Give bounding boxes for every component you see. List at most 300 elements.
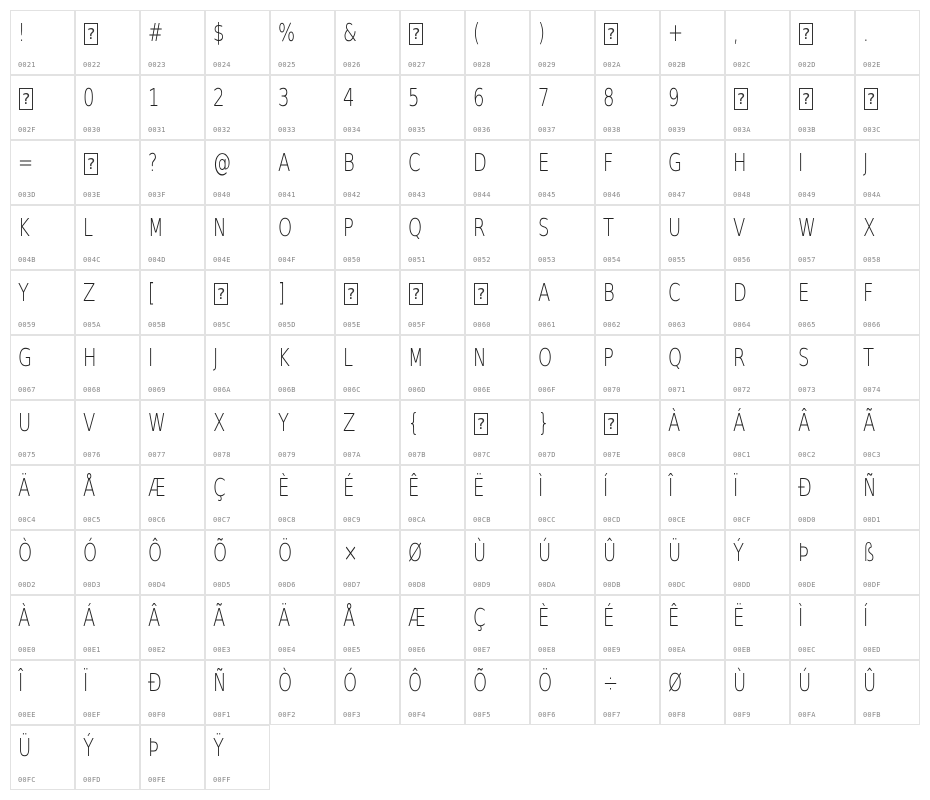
glyph-char: Æ bbox=[148, 473, 166, 502]
glyph-code: 00E7 bbox=[473, 646, 491, 654]
glyph-code: 00F7 bbox=[603, 711, 621, 719]
glyph-char: É bbox=[603, 603, 615, 632]
glyph-char: × bbox=[343, 538, 359, 567]
glyph-char: Ø bbox=[668, 668, 683, 697]
glyph-cell bbox=[725, 465, 790, 530]
glyph-char: E bbox=[538, 148, 550, 177]
glyph-code: 00C1 bbox=[733, 451, 751, 459]
glyph-code: 005E bbox=[343, 321, 361, 329]
glyph-char: Î bbox=[668, 473, 674, 502]
glyph-char: I bbox=[148, 343, 154, 372]
glyph-char: . bbox=[863, 18, 869, 47]
glyph-cell bbox=[595, 10, 660, 75]
glyph-char: Ë bbox=[733, 603, 745, 632]
glyph-cell bbox=[595, 140, 660, 205]
glyph-cell bbox=[855, 10, 920, 75]
missing-glyph-box: ? bbox=[474, 283, 488, 305]
glyph-char: } bbox=[538, 408, 550, 437]
glyph-cell bbox=[790, 205, 855, 270]
glyph-cell bbox=[790, 270, 855, 335]
glyph-code: 00FD bbox=[83, 776, 101, 784]
glyph-cell bbox=[660, 660, 725, 725]
glyph-cell bbox=[75, 530, 140, 595]
glyph-cell bbox=[465, 205, 530, 270]
glyph-cell bbox=[660, 140, 725, 205]
glyph-code: 0031 bbox=[148, 126, 166, 134]
glyph-char: Í bbox=[863, 603, 869, 632]
glyph-cell bbox=[595, 205, 660, 270]
glyph-code: 0074 bbox=[863, 386, 881, 394]
glyph-code: 0029 bbox=[538, 61, 556, 69]
glyph-code: 00F9 bbox=[733, 711, 751, 719]
glyph-code: 00E1 bbox=[83, 646, 101, 654]
glyph-char: Ü bbox=[668, 538, 682, 567]
glyph-code: 005A bbox=[83, 321, 101, 329]
glyph-cell bbox=[400, 140, 465, 205]
glyph-char: U bbox=[18, 408, 32, 437]
glyph-code: 0038 bbox=[603, 126, 621, 134]
glyph-char: Ç bbox=[473, 603, 486, 632]
glyph-cell bbox=[400, 75, 465, 140]
glyph-char: T bbox=[863, 343, 875, 372]
glyph-code: 006D bbox=[408, 386, 426, 394]
glyph-cell bbox=[660, 465, 725, 530]
glyph-char: Ô bbox=[408, 668, 423, 697]
glyph-char: ] bbox=[278, 278, 286, 307]
glyph-code: 00F0 bbox=[148, 711, 166, 719]
glyph-code: 005D bbox=[278, 321, 296, 329]
glyph-char: Þ bbox=[148, 733, 159, 762]
glyph-code: 0046 bbox=[603, 191, 621, 199]
glyph-char: { bbox=[408, 408, 420, 437]
glyph-code: 00D8 bbox=[408, 581, 426, 589]
missing-glyph-box: ? bbox=[409, 23, 423, 45]
glyph-char: È bbox=[278, 473, 290, 502]
glyph-char: Ÿ bbox=[213, 733, 225, 762]
glyph-code: 00FC bbox=[18, 776, 36, 784]
glyph-cell bbox=[75, 595, 140, 660]
glyph-char: Ë bbox=[473, 473, 485, 502]
glyph-cell bbox=[855, 270, 920, 335]
glyph-char: Ã bbox=[213, 603, 226, 632]
glyph-code: 00E0 bbox=[18, 646, 36, 654]
glyph-cell bbox=[725, 10, 790, 75]
glyph-code: 00D7 bbox=[343, 581, 361, 589]
glyph-char: Õ bbox=[213, 538, 228, 567]
glyph-code: 003D bbox=[18, 191, 36, 199]
glyph-cell bbox=[790, 335, 855, 400]
glyph-cell bbox=[725, 270, 790, 335]
glyph-char: Ï bbox=[83, 668, 89, 697]
glyph-code: 0034 bbox=[343, 126, 361, 134]
glyph-code: 00EE bbox=[18, 711, 36, 719]
glyph-code: 007E bbox=[603, 451, 621, 459]
glyph-code: 003E bbox=[83, 191, 101, 199]
glyph-cell bbox=[595, 595, 660, 660]
glyph-code: 00DD bbox=[733, 581, 751, 589]
glyph-cell bbox=[725, 335, 790, 400]
glyph-code: 00C8 bbox=[278, 516, 296, 524]
glyph-cell bbox=[140, 205, 205, 270]
glyph-code: 00C7 bbox=[213, 516, 231, 524]
missing-glyph-box: ? bbox=[214, 283, 228, 305]
glyph-char: À bbox=[668, 408, 681, 437]
glyph-code: 0058 bbox=[863, 256, 881, 264]
glyph-code: 006F bbox=[538, 386, 556, 394]
glyph-code: 007B bbox=[408, 451, 426, 459]
glyph-char: Â bbox=[148, 603, 161, 632]
missing-glyph-box: ? bbox=[604, 23, 618, 45]
glyph-cell bbox=[205, 205, 270, 270]
glyph-cell bbox=[660, 595, 725, 660]
glyph-cell bbox=[10, 595, 75, 660]
glyph-code: 00F1 bbox=[213, 711, 231, 719]
glyph-code: 00CD bbox=[603, 516, 621, 524]
glyph-cell bbox=[140, 595, 205, 660]
glyph-code: 0050 bbox=[343, 256, 361, 264]
glyph-cell bbox=[790, 530, 855, 595]
glyph-char: Á bbox=[733, 408, 746, 437]
glyph-char: 2 bbox=[213, 83, 225, 112]
glyph-char: E bbox=[798, 278, 810, 307]
glyph-cell bbox=[660, 10, 725, 75]
glyph-cell bbox=[75, 270, 140, 335]
glyph-code: 00D2 bbox=[18, 581, 36, 589]
missing-glyph-box: ? bbox=[734, 88, 748, 110]
glyph-cell bbox=[530, 10, 595, 75]
glyph-char: B bbox=[343, 148, 355, 177]
glyph-code: 006B bbox=[278, 386, 296, 394]
glyph-code: 0030 bbox=[83, 126, 101, 134]
glyph-cell bbox=[790, 400, 855, 465]
glyph-cell bbox=[335, 400, 400, 465]
glyph-code: 0039 bbox=[668, 126, 686, 134]
glyph-code: 006A bbox=[213, 386, 231, 394]
glyph-cell bbox=[725, 400, 790, 465]
glyph-code: 0078 bbox=[213, 451, 231, 459]
glyph-char: Ì bbox=[538, 473, 544, 502]
glyph-code: 00C3 bbox=[863, 451, 881, 459]
glyph-cell bbox=[465, 10, 530, 75]
glyph-code: 0035 bbox=[408, 126, 426, 134]
glyph-cell bbox=[530, 270, 595, 335]
glyph-char: Î bbox=[18, 668, 24, 697]
glyph-code: 0037 bbox=[538, 126, 556, 134]
glyph-code: 0026 bbox=[343, 61, 361, 69]
glyph-cell bbox=[855, 595, 920, 660]
glyph-cell bbox=[205, 140, 270, 205]
glyph-char: 1 bbox=[148, 83, 160, 112]
glyph-char: , bbox=[733, 18, 739, 47]
glyph-cell bbox=[75, 335, 140, 400]
glyph-cell bbox=[530, 465, 595, 530]
glyph-cell bbox=[10, 335, 75, 400]
glyph-char: Û bbox=[863, 668, 877, 697]
glyph-char: T bbox=[603, 213, 615, 242]
glyph-code: 00F6 bbox=[538, 711, 556, 719]
glyph-cell bbox=[855, 140, 920, 205]
glyph-cell bbox=[335, 140, 400, 205]
glyph-char: Ò bbox=[18, 538, 33, 567]
glyph-char: L bbox=[83, 213, 94, 242]
glyph-char: Í bbox=[603, 473, 609, 502]
missing-glyph-box: ? bbox=[19, 88, 33, 110]
missing-glyph-box: ? bbox=[84, 23, 98, 45]
missing-glyph-box: ? bbox=[84, 153, 98, 175]
glyph-cell bbox=[855, 400, 920, 465]
glyph-char: Ý bbox=[733, 538, 745, 567]
glyph-cell bbox=[10, 140, 75, 205]
glyph-cell bbox=[270, 335, 335, 400]
glyph-code: 007A bbox=[343, 451, 361, 459]
glyph-cell bbox=[465, 465, 530, 530]
glyph-code: 004B bbox=[18, 256, 36, 264]
glyph-char: Ó bbox=[343, 668, 358, 697]
glyph-code: 0068 bbox=[83, 386, 101, 394]
glyph-cell bbox=[595, 75, 660, 140]
glyph-code: 004C bbox=[83, 256, 101, 264]
glyph-char: Ø bbox=[408, 538, 423, 567]
glyph-char: M bbox=[148, 213, 164, 242]
glyph-code: 00FF bbox=[213, 776, 231, 784]
glyph-cell bbox=[530, 660, 595, 725]
glyph-code: 00F5 bbox=[473, 711, 491, 719]
glyph-char: Ñ bbox=[863, 473, 877, 502]
glyph-cell bbox=[725, 595, 790, 660]
glyph-code: 00F2 bbox=[278, 711, 296, 719]
glyph-cell bbox=[335, 10, 400, 75]
glyph-char: X bbox=[863, 213, 876, 242]
glyph-char: P bbox=[603, 343, 614, 372]
glyph-code: 0064 bbox=[733, 321, 751, 329]
glyph-char: A bbox=[538, 278, 551, 307]
glyph-cell bbox=[10, 660, 75, 725]
glyph-char: M bbox=[408, 343, 424, 372]
glyph-code: 0023 bbox=[148, 61, 166, 69]
glyph-cell bbox=[855, 205, 920, 270]
glyph-code: 00E8 bbox=[538, 646, 556, 654]
glyph-cell bbox=[10, 400, 75, 465]
glyph-char: N bbox=[213, 213, 227, 242]
glyph-char: $ bbox=[213, 18, 225, 47]
glyph-cell bbox=[400, 335, 465, 400]
glyph-cell bbox=[75, 725, 140, 790]
glyph-code: 006C bbox=[343, 386, 361, 394]
glyph-char: D bbox=[473, 148, 487, 177]
glyph-code: 00F3 bbox=[343, 711, 361, 719]
glyph-cell bbox=[530, 595, 595, 660]
glyph-cell bbox=[10, 270, 75, 335]
glyph-cell bbox=[400, 530, 465, 595]
glyph-cell bbox=[270, 465, 335, 530]
glyph-cell bbox=[465, 335, 530, 400]
glyph-code: 0027 bbox=[408, 61, 426, 69]
glyph-code: 00EB bbox=[733, 646, 751, 654]
glyph-cell bbox=[595, 465, 660, 530]
glyph-char: ? bbox=[148, 148, 158, 177]
glyph-cell bbox=[205, 400, 270, 465]
glyph-char: S bbox=[538, 213, 550, 242]
glyph-char: O bbox=[278, 213, 293, 242]
glyph-cell bbox=[10, 10, 75, 75]
glyph-code: 0056 bbox=[733, 256, 751, 264]
glyph-char: % bbox=[278, 18, 296, 47]
glyph-code: 0033 bbox=[278, 126, 296, 134]
glyph-cell bbox=[335, 270, 400, 335]
missing-glyph-box: ? bbox=[409, 283, 423, 305]
glyph-char: F bbox=[603, 148, 614, 177]
glyph-cell bbox=[660, 270, 725, 335]
glyph-char: S bbox=[798, 343, 810, 372]
glyph-code: 007D bbox=[538, 451, 556, 459]
glyph-code: 006E bbox=[473, 386, 491, 394]
glyph-cell bbox=[465, 595, 530, 660]
glyph-char: 9 bbox=[668, 83, 680, 112]
glyph-cell bbox=[530, 140, 595, 205]
glyph-code: 0073 bbox=[798, 386, 816, 394]
glyph-cell bbox=[270, 660, 335, 725]
glyph-code: 0077 bbox=[148, 451, 166, 459]
glyph-char: R bbox=[733, 343, 746, 372]
glyph-cell bbox=[140, 400, 205, 465]
glyph-char: Æ bbox=[408, 603, 426, 632]
glyph-code: 0053 bbox=[538, 256, 556, 264]
glyph-code: 0044 bbox=[473, 191, 491, 199]
glyph-code: 0041 bbox=[278, 191, 296, 199]
glyph-char: Đ bbox=[798, 473, 812, 502]
glyph-code: 0032 bbox=[213, 126, 231, 134]
glyph-code: 00FE bbox=[148, 776, 166, 784]
glyph-char: Ä bbox=[18, 473, 31, 502]
glyph-char: Å bbox=[343, 603, 356, 632]
glyph-cell bbox=[75, 75, 140, 140]
glyph-char: 3 bbox=[278, 83, 290, 112]
glyph-char: N bbox=[473, 343, 487, 372]
glyph-code: 0060 bbox=[473, 321, 491, 329]
glyph-code: 002E bbox=[863, 61, 881, 69]
glyph-cell bbox=[75, 140, 140, 205]
glyph-char: @ bbox=[213, 148, 231, 177]
glyph-cell bbox=[660, 530, 725, 595]
glyph-code: 0067 bbox=[18, 386, 36, 394]
glyph-cell bbox=[790, 140, 855, 205]
glyph-char: V bbox=[733, 213, 746, 242]
glyph-cell bbox=[595, 660, 660, 725]
glyph-cell bbox=[400, 595, 465, 660]
glyph-char: 4 bbox=[343, 83, 355, 112]
glyph-char: U bbox=[668, 213, 682, 242]
glyph-char: K bbox=[278, 343, 290, 372]
glyph-cell bbox=[725, 205, 790, 270]
glyph-char: Q bbox=[668, 343, 683, 372]
glyph-cell bbox=[530, 205, 595, 270]
glyph-cell bbox=[335, 595, 400, 660]
glyph-char: 6 bbox=[473, 83, 485, 112]
glyph-char: Ç bbox=[213, 473, 226, 502]
glyph-char: Ö bbox=[278, 538, 293, 567]
glyph-code: 0055 bbox=[668, 256, 686, 264]
glyph-cell bbox=[855, 660, 920, 725]
glyph-char: Ü bbox=[18, 733, 32, 762]
glyph-cell bbox=[400, 465, 465, 530]
glyph-cell bbox=[270, 595, 335, 660]
glyph-cell bbox=[465, 400, 530, 465]
glyph-cell bbox=[660, 335, 725, 400]
glyph-cell bbox=[725, 140, 790, 205]
glyph-cell bbox=[465, 530, 530, 595]
glyph-cell bbox=[725, 660, 790, 725]
glyph-cell bbox=[10, 725, 75, 790]
glyph-code: 00DC bbox=[668, 581, 686, 589]
glyph-cell bbox=[790, 10, 855, 75]
glyph-cell bbox=[75, 660, 140, 725]
glyph-cell bbox=[725, 530, 790, 595]
glyph-char: D bbox=[733, 278, 747, 307]
glyph-code: 00F4 bbox=[408, 711, 426, 719]
glyph-code: 0066 bbox=[863, 321, 881, 329]
glyph-cell bbox=[595, 400, 660, 465]
glyph-cell bbox=[790, 660, 855, 725]
glyph-cell bbox=[205, 75, 270, 140]
glyph-cell bbox=[75, 205, 140, 270]
missing-glyph-box: ? bbox=[474, 413, 488, 435]
glyph-cell bbox=[465, 270, 530, 335]
glyph-cell bbox=[10, 75, 75, 140]
missing-glyph-box: ? bbox=[864, 88, 878, 110]
glyph-code: 002B bbox=[668, 61, 686, 69]
glyph-char: Ï bbox=[733, 473, 739, 502]
glyph-code: 005C bbox=[213, 321, 231, 329]
glyph-code: 003A bbox=[733, 126, 751, 134]
glyph-code: 00E6 bbox=[408, 646, 426, 654]
glyph-char: O bbox=[538, 343, 553, 372]
glyph-char: ( bbox=[473, 18, 481, 47]
glyph-char: W bbox=[148, 408, 166, 437]
glyph-code: 0025 bbox=[278, 61, 296, 69]
glyph-code: 00E4 bbox=[278, 646, 296, 654]
glyph-char: J bbox=[863, 148, 869, 177]
glyph-char: 5 bbox=[408, 83, 420, 112]
glyph-code: 0070 bbox=[603, 386, 621, 394]
glyph-code: 00E5 bbox=[343, 646, 361, 654]
glyph-char: ) bbox=[538, 18, 546, 47]
glyph-code: 0079 bbox=[278, 451, 296, 459]
glyph-cell bbox=[205, 270, 270, 335]
glyph-char: X bbox=[213, 408, 226, 437]
glyph-char: C bbox=[408, 148, 421, 177]
glyph-cell bbox=[270, 10, 335, 75]
glyph-code: 0048 bbox=[733, 191, 751, 199]
glyph-char: Ä bbox=[278, 603, 291, 632]
glyph-code: 005B bbox=[148, 321, 166, 329]
glyph-char: P bbox=[343, 213, 354, 242]
glyph-char: J bbox=[213, 343, 219, 372]
glyph-code: 00D0 bbox=[798, 516, 816, 524]
glyph-cell bbox=[335, 205, 400, 270]
glyph-char: Ý bbox=[83, 733, 95, 762]
glyph-char: G bbox=[668, 148, 682, 177]
glyph-cell bbox=[335, 465, 400, 530]
glyph-code: 00CF bbox=[733, 516, 751, 524]
glyph-cell bbox=[465, 140, 530, 205]
glyph-cell bbox=[790, 465, 855, 530]
glyph-cell bbox=[10, 530, 75, 595]
glyph-cell bbox=[335, 660, 400, 725]
glyph-char: H bbox=[733, 148, 747, 177]
glyph-cell bbox=[140, 10, 205, 75]
glyph-cell bbox=[140, 335, 205, 400]
glyph-cell bbox=[855, 530, 920, 595]
